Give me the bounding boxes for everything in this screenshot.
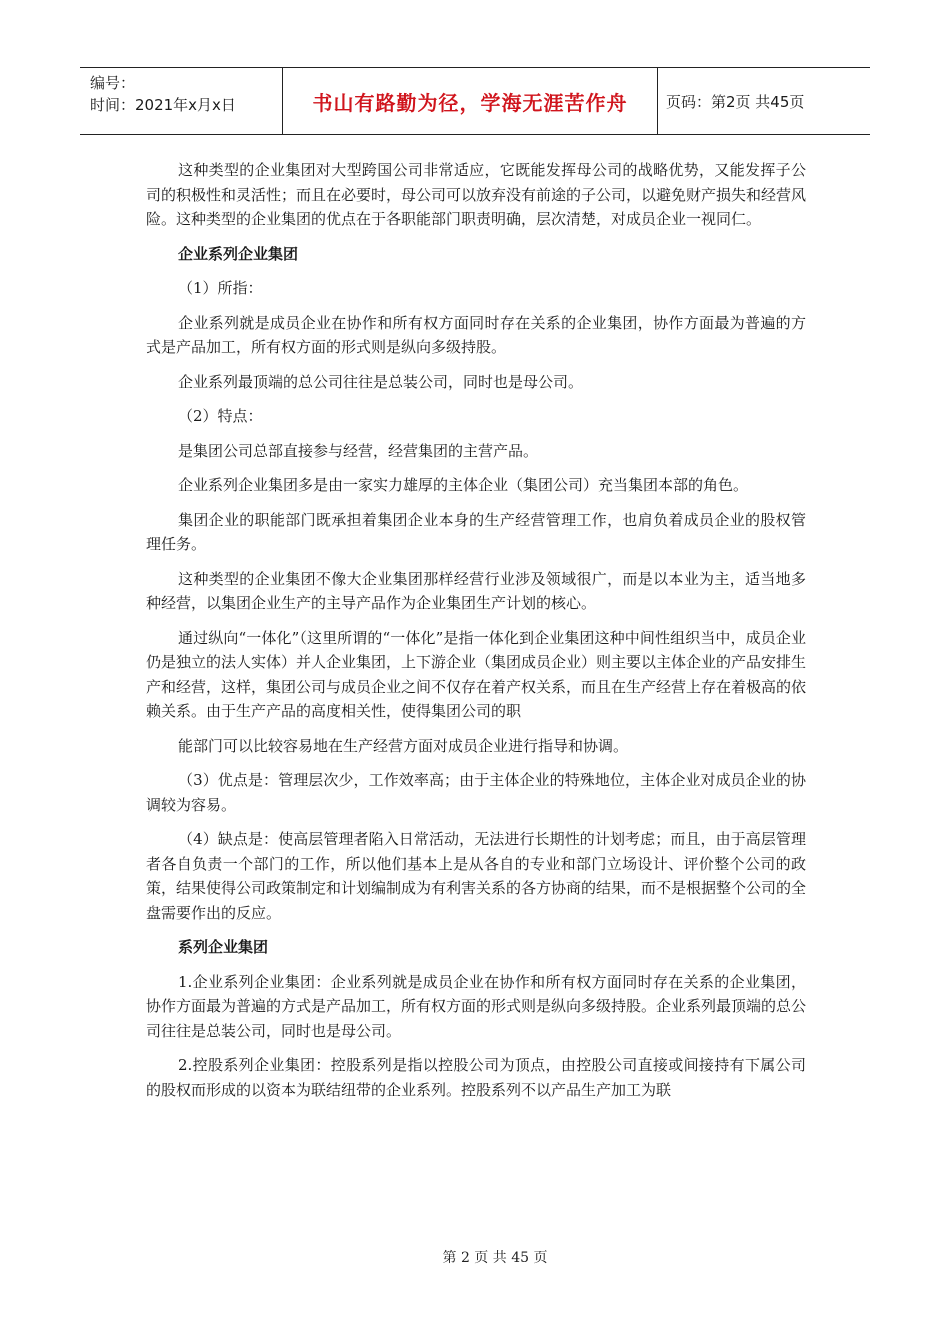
header-page-number: 页码：第2页 共45页 <box>666 92 805 111</box>
section-heading: 企业系列企业集团 <box>178 244 299 263</box>
body-paragraph: 这种类型的企业集团对大型跨国公司非常适应，它既能发挥母公司的战略优势，又能发挥子公司的积极性和灵活性；而且在必要时，母公司可以放弃没有前途的子公司，以避免财产损失和经营风险。这种类型的企业集团的优点在于各职能部门职责明确，层次清楚，对成员企业一视同仁。 <box>146 161 807 228</box>
body-paragraph: 集团企业的职能部门既承担着集团企业本身的生产经营管理工作，也肩负着成员企业的股权管理任务。 <box>146 510 806 553</box>
body-paragraph: （3）优点是：管理层次少，工作效率高；由于主体企业的特殊地位，主体企业对成员企业的协调较为容易。 <box>146 771 806 814</box>
header-motto: 书山有路勤为径，学海无涯苦作舟 <box>282 68 658 134</box>
document-body <box>146 158 806 1112</box>
section-heading: 系列企业集团 <box>178 938 269 956</box>
page-footer: 第 2 页 共 45 页 <box>442 1250 548 1266</box>
document-number-label: 编号： <box>90 74 136 92</box>
body-paragraph: 企业系列企业集团多是由一家实力雄厚的主体企业（集团公司）充当集团本部的角色。 <box>178 476 749 494</box>
body-paragraph: 能部门可以比较容易地在生产经营方面对成员企业进行指导和协调。 <box>178 736 629 755</box>
body-paragraph: 2.控股系列企业集团：控股系列是指以控股公司为顶点，由控股公司直接或间接持有下属公司的股权而形成的以资本为联结纽带的企业系列。控股系列不以产品生产加工为联 <box>146 1056 806 1099</box>
body-paragraph: 是集团公司总部直接参与经营，经营集团的主营产品。 <box>178 441 539 460</box>
body-paragraph: 通过纵向“一体化”（这里所谓的“一体化”是指一体化到企业集团这种中间性组织当中，成员企业仍是独立的法人实体）并人企业集团，上下游企业（集团成员企业）则主要以主体企业的产品安排生产和经营，这样，集团公司与成员企业之间不仅存在着产权关系，而且在生产经营上存在着极高的依赖关系。由于生产产品的高度相关性，使得集团公司的职 <box>146 628 807 720</box>
document-date-label: 时间：2021年x月x日 <box>90 96 236 114</box>
body-paragraph: 1.企业系列企业集团：企业系列就是成员企业在协作和所有权方面同时存在关系的企业集团，协作方面最为普遍的方式是产品加工，所有权方面的形式则是纵向多级持股。企业系列最顶端的总公司往往是总装公司，同时也是母公司。 <box>146 972 807 1040</box>
body-paragraph: 企业系列就是成员企业在协作和所有权方面同时存在关系的企业集团，协作方面最为普遍的方式是产品加工，所有权方面的形式则是纵向多级持股。 <box>146 313 806 356</box>
body-paragraph: （2）特点： <box>178 407 263 425</box>
body-paragraph: 企业系列最顶端的总公司往往是总装公司，同时也是母公司。 <box>178 372 584 391</box>
page-header <box>80 67 870 135</box>
body-paragraph: （1）所指： <box>178 279 263 297</box>
body-paragraph: 这种类型的企业集团不像大企业集团那样经营行业涉及领域很广，而是以本业为主，适当地多种经营，以集团企业生产的主导产品作为企业集团生产计划的核心。 <box>146 569 806 612</box>
header-meta <box>80 68 282 134</box>
body-paragraph: （4）缺点是：使高层管理者陷入日常活动，无法进行长期性的计划考虑；而且，由于高层管理者各自负责一个部门的工作，所以他们基本上是从各自的专业和部门立场设计、评价整个公司的政策，结果使得公司政策制定和计划编制成为有利害关系的各方协商的结果，而不是根据整个公司的全盘需要作出的反应。 <box>146 830 807 922</box>
